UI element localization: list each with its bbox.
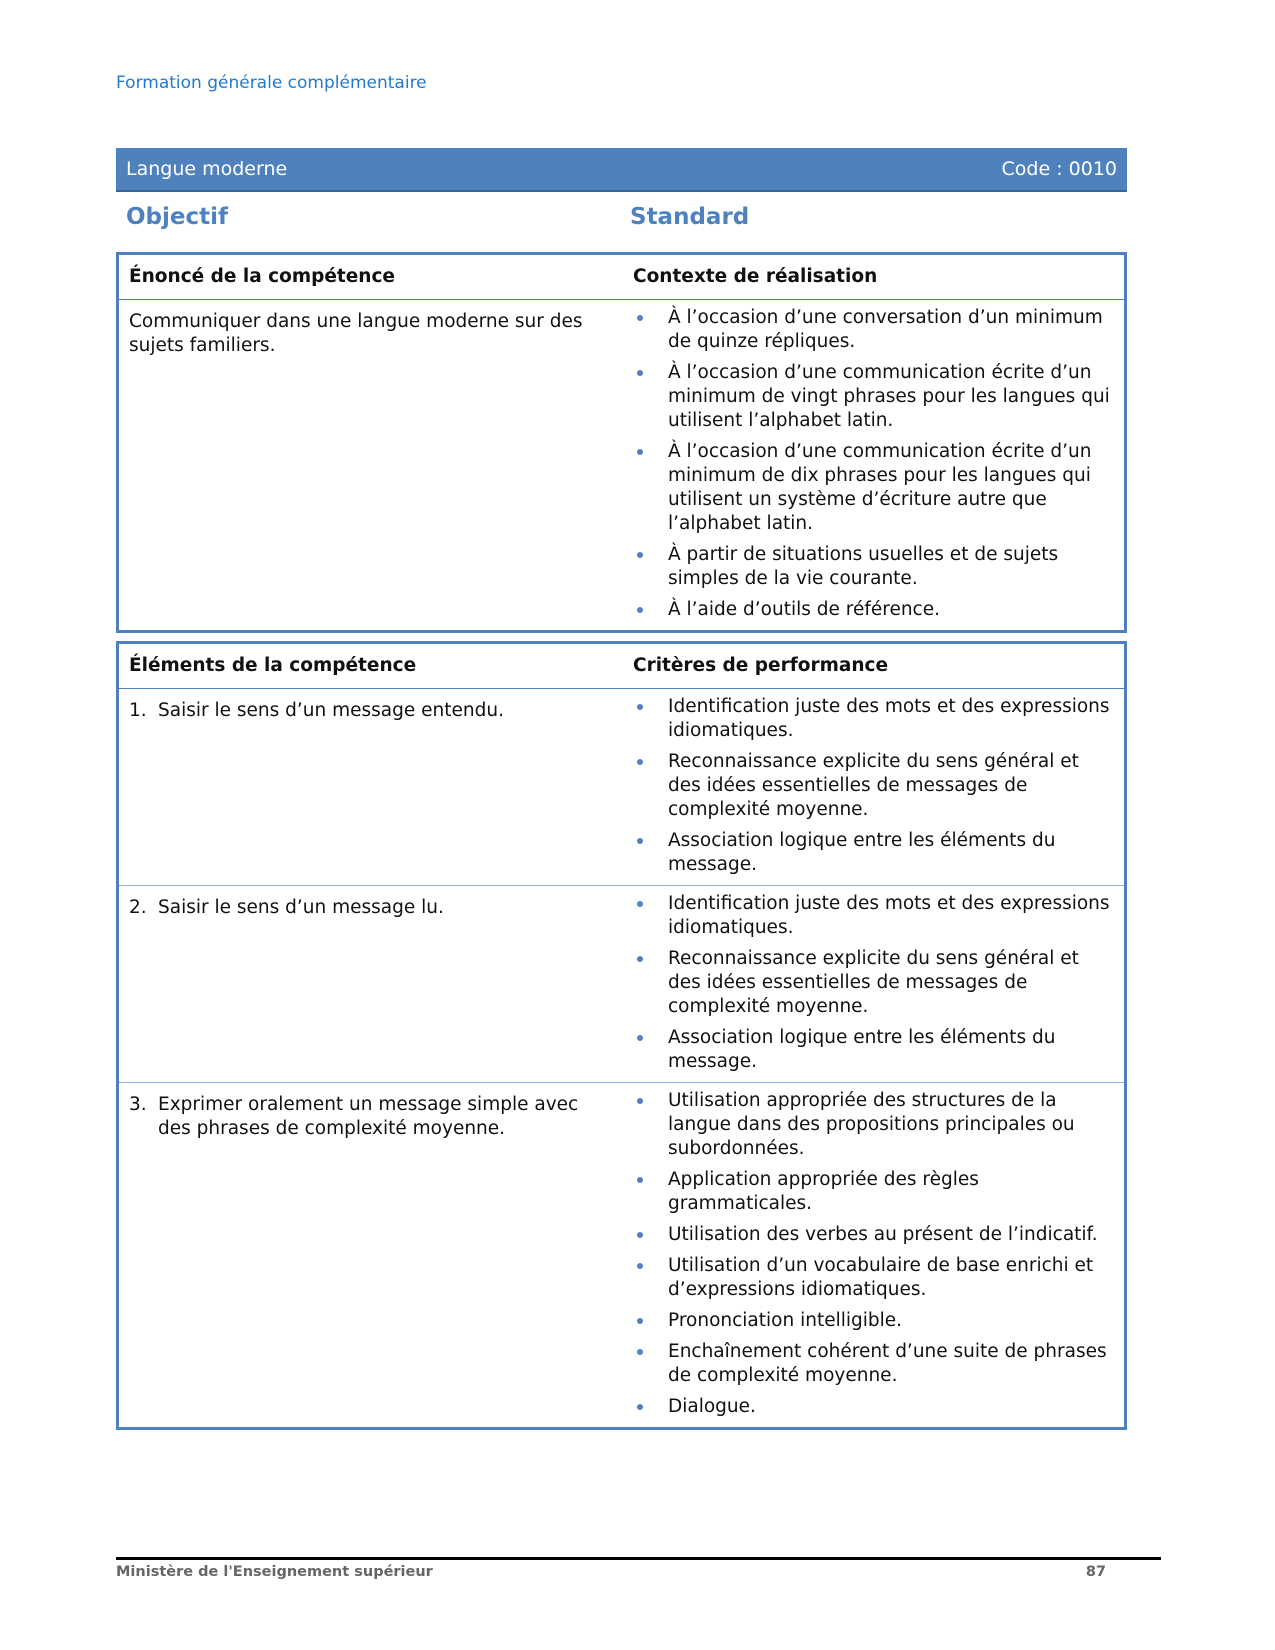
competence-statement: Communiquer dans une langue moderne sur des sujets familiers. xyxy=(129,311,583,356)
criteria-list xyxy=(633,892,1114,1074)
bullet-icon xyxy=(637,1232,643,1238)
column-header-context: Contexte de réalisation xyxy=(623,254,1126,300)
bullet-item: Utilisation d’un vocabulaire de base enrichi et d’expressions idiomatiques. xyxy=(633,1254,1114,1302)
bullet-item: À l’occasion d’une communication écrite d’un minimum de dix phrases pour les langues qui utilisent un système d’écriture autre que l’alphabet latin. xyxy=(633,440,1114,536)
table-row xyxy=(118,886,1126,1083)
bullet-icon xyxy=(637,315,643,321)
bullet-item: Dialogue. xyxy=(633,1395,1114,1419)
bullet-icon xyxy=(637,1177,643,1183)
heading-standard: Standard xyxy=(630,204,750,230)
bullet-item: Application appropriée des règles grammaticales. xyxy=(633,1168,1114,1216)
table-row xyxy=(118,689,1126,886)
bullet-icon xyxy=(637,901,643,907)
bullet-item: Reconnaissance explicite du sens général et des idées essentielles de messages de complexité moyenne. xyxy=(633,947,1114,1019)
competence-element: 1. Saisir le sens d’un message entendu. xyxy=(129,700,504,721)
section-headings xyxy=(116,204,1127,230)
bullet-icon xyxy=(637,1098,643,1104)
bullet-item: À l’occasion d’une conversation d’un minimum de quinze répliques. xyxy=(633,306,1114,354)
bullet-item: Identification juste des mots et des expressions idiomatiques. xyxy=(633,695,1114,743)
bullet-icon xyxy=(637,1318,643,1324)
footer xyxy=(116,1564,1106,1580)
footer-rule xyxy=(116,1557,1161,1560)
bullet-icon xyxy=(637,704,643,710)
bullet-icon xyxy=(637,1349,643,1355)
heading-objectif: Objectif xyxy=(126,204,229,230)
running-header: Formation générale complémentaire xyxy=(116,73,427,93)
bullet-icon xyxy=(637,1035,643,1041)
competence-table xyxy=(116,252,1127,633)
elements-table xyxy=(116,641,1127,1430)
course-code: Code : 0010 xyxy=(1001,158,1117,180)
bullet-icon xyxy=(637,838,643,844)
bullet-item: Reconnaissance explicite du sens général et des idées essentielles de messages de complexité moyenne. xyxy=(633,750,1114,822)
criteria-list xyxy=(633,1089,1114,1419)
bullet-item: Utilisation appropriée des structures de la langue dans des propositions principales ou subordonnées. xyxy=(633,1089,1114,1161)
bullet-icon xyxy=(637,956,643,962)
bullet-icon xyxy=(637,1263,643,1269)
column-header-criteria: Critères de performance xyxy=(623,643,1126,689)
footer-publisher: Ministère de l'Enseignement supérieur xyxy=(116,1564,433,1580)
bullet-item: Association logique entre les éléments du message. xyxy=(633,829,1114,877)
bullet-icon xyxy=(637,1404,643,1410)
criteria-list xyxy=(633,695,1114,877)
competence-element: 3. Exprimer oralement un message simple avec des phrases de complexité moyenne. xyxy=(129,1094,579,1139)
bullet-icon xyxy=(637,607,643,613)
column-header-statement: Énoncé de la compétence xyxy=(118,254,624,300)
bullet-item: Utilisation des verbes au présent de l’indicatif. xyxy=(633,1223,1114,1247)
bullet-item: Association logique entre les éléments du message. xyxy=(633,1026,1114,1074)
competence-element: 2. Saisir le sens d’un message lu. xyxy=(129,897,444,918)
course-title: Langue moderne xyxy=(126,158,288,180)
bullet-item: Identification juste des mots et des expressions idiomatiques. xyxy=(633,892,1114,940)
table-row xyxy=(118,1083,1126,1429)
bullet-item: À l’occasion d’une communication écrite d’un minimum de vingt phrases pour les langues qui utilisent l’alphabet latin. xyxy=(633,361,1114,433)
bullet-icon xyxy=(637,552,643,558)
course-title-bar xyxy=(116,148,1127,190)
page-number: 87 xyxy=(1085,1564,1106,1580)
bullet-item: Prononciation intelligible. xyxy=(633,1309,1114,1333)
bullet-icon xyxy=(637,370,643,376)
bullet-icon xyxy=(637,449,643,455)
bullet-item: À l’aide d’outils de référence. xyxy=(633,598,1114,622)
bullet-item: Enchaînement cohérent d’une suite de phrases de complexité moyenne. xyxy=(633,1340,1114,1388)
column-header-elements: Éléments de la compétence xyxy=(118,643,624,689)
bullet-item: À partir de situations usuelles et de sujets simples de la vie courante. xyxy=(633,543,1114,591)
bullet-icon xyxy=(637,759,643,765)
context-list xyxy=(633,306,1114,622)
